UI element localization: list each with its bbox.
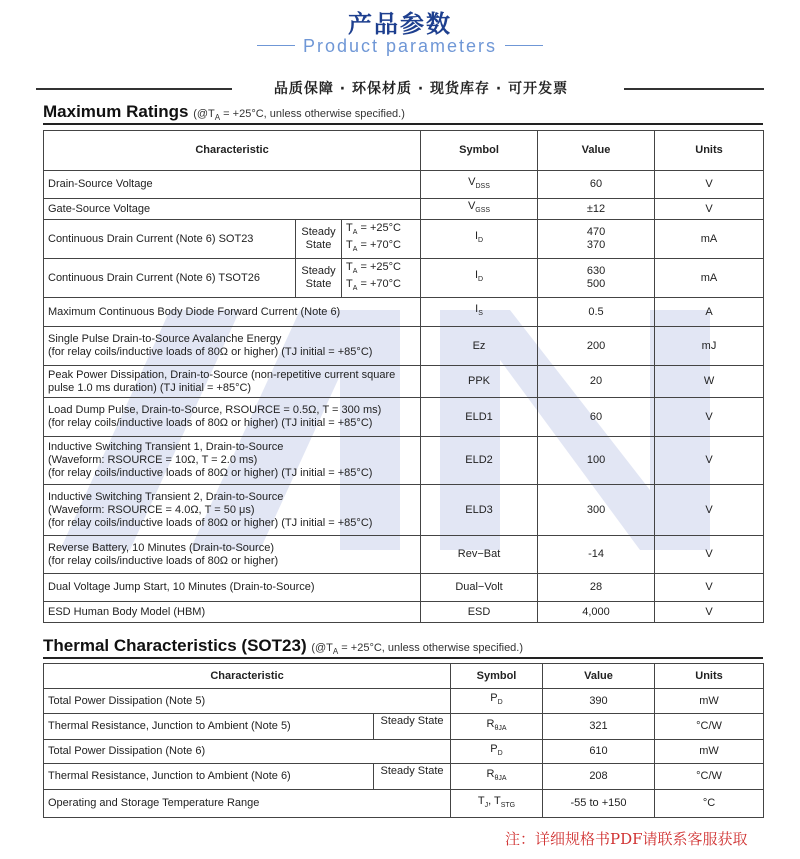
cell-units: A [655, 298, 764, 327]
cell-value: 610 [543, 740, 655, 764]
cell-units: °C/W [655, 714, 764, 740]
cell-symbol: $I_S$ [421, 298, 538, 327]
table-row [44, 220, 764, 259]
cell-value: 200 [538, 327, 655, 366]
cell-characteristic: Operating and Storage Temperature Range [44, 790, 451, 818]
cell-state: Steady State [296, 220, 342, 259]
cell-symbol: ESD [421, 602, 538, 623]
cell-units: V [655, 199, 764, 220]
cell-characteristic: Thermal Resistance, Junction to Ambient (Note 6) [44, 764, 374, 790]
cell-units: mW [655, 740, 764, 764]
cell-state: Steady State [374, 764, 451, 790]
cell-value: -55 to +150 [543, 790, 655, 818]
cell-characteristic: Total Power Dissipation (Note 6) [44, 740, 451, 764]
col-header-symbol: Symbol [451, 664, 543, 689]
cell-units: mJ [655, 327, 764, 366]
cell-symbol: ELD3 [421, 485, 538, 536]
table-row [44, 298, 764, 327]
cell-characteristic: Gate-Source Voltage [44, 199, 421, 220]
cell-units: V [655, 485, 764, 536]
cell-value: 20 [538, 366, 655, 398]
table-row [44, 437, 764, 485]
slogan-divider-right [624, 88, 764, 90]
cell-condition: $T_A = +25^\circ C$ $T_A = +70^\circ C$ [342, 259, 421, 298]
table-header-row [44, 131, 764, 171]
cell-characteristic: Single Pulse Drain-to-Source Avalanche Energy (for relay coils/inductive loads of 80Ω or higher) (TJ initial = +85°C) [44, 327, 421, 366]
thermal-title-text: Thermal Characteristics (SOT23) [43, 636, 307, 655]
max-ratings-rule [43, 123, 763, 125]
max-ratings-title [43, 102, 405, 122]
cell-units: V [655, 574, 764, 602]
table-header-row [44, 664, 764, 689]
cell-characteristic: Continuous Drain Current (Note 6) SOT23 [44, 220, 296, 259]
cell-value: 321 [543, 714, 655, 740]
cell-characteristic: Load Dump Pulse, Drain-to-Source, RSOURCE = 0.5Ω, T = 300 ms) (for relay coils/inductive loads of 80Ω or higher) (TJ initial = +85°C) [44, 398, 421, 437]
cell-value: 208 [543, 764, 655, 790]
max-ratings-condition: ($@T_A = +25^\circ C$, unless otherwise specified.) [193, 108, 405, 123]
cell-characteristic: Inductive Switching Transient 2, Drain-to-Source (Waveform: RSOURCE = 4.0Ω, T = 50 μs) (for relay coils/inductive loads of 80Ω or higher) (TJ initial = +85°C) [44, 485, 421, 536]
page-subtitle-en [0, 36, 800, 57]
cell-characteristic: Thermal Resistance, Junction to Ambient (Note 5) [44, 714, 374, 740]
cell-value: 60 [538, 171, 655, 199]
cell-value: 4,000 [538, 602, 655, 623]
col-header-units: Units [655, 131, 764, 171]
cell-value: 390 [543, 689, 655, 714]
table-row [44, 366, 764, 398]
cell-characteristic: Drain-Source Voltage [44, 171, 421, 199]
cell-characteristic: Total Power Dissipation (Note 5) [44, 689, 451, 714]
col-header-characteristic: Characteristic [44, 664, 451, 689]
table-row [44, 740, 764, 764]
cell-symbol: ELD1 [421, 398, 538, 437]
page-subtitle-text: Product parameters [302, 36, 498, 56]
table-row [44, 790, 764, 818]
cell-units: V [655, 398, 764, 437]
table-row [44, 574, 764, 602]
cell-value: 28 [538, 574, 655, 602]
table-row [44, 764, 764, 790]
max-ratings-table [43, 130, 764, 623]
cell-characteristic: Dual Voltage Jump Start, 10 Minutes (Drain-to-Source) [44, 574, 421, 602]
subtitle-dash-left [257, 45, 295, 46]
cell-state: Steady State [296, 259, 342, 298]
cell-value: 60 [538, 398, 655, 437]
col-header-value: Value [538, 131, 655, 171]
thermal-rule [43, 657, 763, 659]
cell-characteristic: Maximum Continuous Body Diode Forward Current (Note 6) [44, 298, 421, 327]
cell-symbol: Rev−Bat [421, 536, 538, 574]
cell-units: mA [655, 220, 764, 259]
cell-state: Steady State [374, 714, 451, 740]
cell-value: 630 500 [538, 259, 655, 298]
col-header-symbol: Symbol [421, 131, 538, 171]
thermal-title [43, 636, 523, 656]
cell-symbol: $V_{GSS}$ [421, 199, 538, 220]
cell-characteristic: Peak Power Dissipation, Drain-to-Source (non-repetitive current square pulse 1.0 ms duration) (TJ initial = +85°C) [44, 366, 421, 398]
table-row [44, 536, 764, 574]
cell-units: V [655, 171, 764, 199]
cell-units: V [655, 437, 764, 485]
subtitle-dash-right [505, 45, 543, 46]
cell-symbol: ELD2 [421, 437, 538, 485]
cell-symbol: PPK [421, 366, 538, 398]
table-row [44, 259, 764, 298]
table-row [44, 689, 764, 714]
cell-condition: $T_A = +25^\circ C$ $T_A = +70^\circ C$ [342, 220, 421, 259]
cell-characteristic: ESD Human Body Model (HBM) [44, 602, 421, 623]
slogan: 品质保障 · 环保材质 · 现货库存 · 可开发票 [273, 81, 569, 97]
col-header-value: Value [543, 664, 655, 689]
cell-symbol: $R_{\theta JA}$ [451, 714, 543, 740]
table-row [44, 199, 764, 220]
table-row [44, 714, 764, 740]
cell-units: °C/W [655, 764, 764, 790]
slogan-divider-left [36, 88, 232, 90]
cell-units: V [655, 602, 764, 623]
footnote: 注：详细规格书PDF请联系客服获取 [505, 830, 748, 848]
cell-symbol: $I_D$ [421, 259, 538, 298]
cell-characteristic: Continuous Drain Current (Note 6) TSOT26 [44, 259, 296, 298]
cell-units: mW [655, 689, 764, 714]
cell-value: 0.5 [538, 298, 655, 327]
table-row [44, 602, 764, 623]
page-title-cn: 产品参数 [348, 10, 452, 38]
cell-value: 470 370 [538, 220, 655, 259]
table-row [44, 398, 764, 437]
cell-symbol: Ez [421, 327, 538, 366]
cell-value: 100 [538, 437, 655, 485]
cell-symbol: Dual−Volt [421, 574, 538, 602]
col-header-units: Units [655, 664, 764, 689]
max-ratings-title-text: Maximum Ratings [43, 102, 189, 121]
cell-symbol: $I_D$ [421, 220, 538, 259]
cell-symbol: $T_J$, $T_{STG}$ [451, 790, 543, 818]
col-header-characteristic: Characteristic [44, 131, 421, 171]
cell-characteristic: Inductive Switching Transient 1, Drain-to-Source (Waveform: RSOURCE = 10Ω, T = 2.0 ms) (for relay coils/inductive loads of 80Ω or higher) (TJ initial = +85°C) [44, 437, 421, 485]
cell-symbol: $V_{DSS}$ [421, 171, 538, 199]
cell-value: ±12 [538, 199, 655, 220]
cell-value: -14 [538, 536, 655, 574]
cell-value: 300 [538, 485, 655, 536]
table-row [44, 327, 764, 366]
thermal-table [43, 663, 764, 818]
table-row [44, 485, 764, 536]
thermal-condition: ($@T_A = +25^\circ C$, unless otherwise specified.) [311, 642, 524, 657]
cell-units: V [655, 536, 764, 574]
cell-symbol: $P_D$ [451, 740, 543, 764]
cell-symbol: $P_D$ [451, 689, 543, 714]
cell-units: mA [655, 259, 764, 298]
cell-units: °C [655, 790, 764, 818]
cell-symbol: $R_{\theta JA}$ [451, 764, 543, 790]
cell-characteristic: Reverse Battery, 10 Minutes (Drain-to-Source) (for relay coils/inductive loads of 80Ω or higher) [44, 536, 421, 574]
cell-units: W [655, 366, 764, 398]
table-row [44, 171, 764, 199]
